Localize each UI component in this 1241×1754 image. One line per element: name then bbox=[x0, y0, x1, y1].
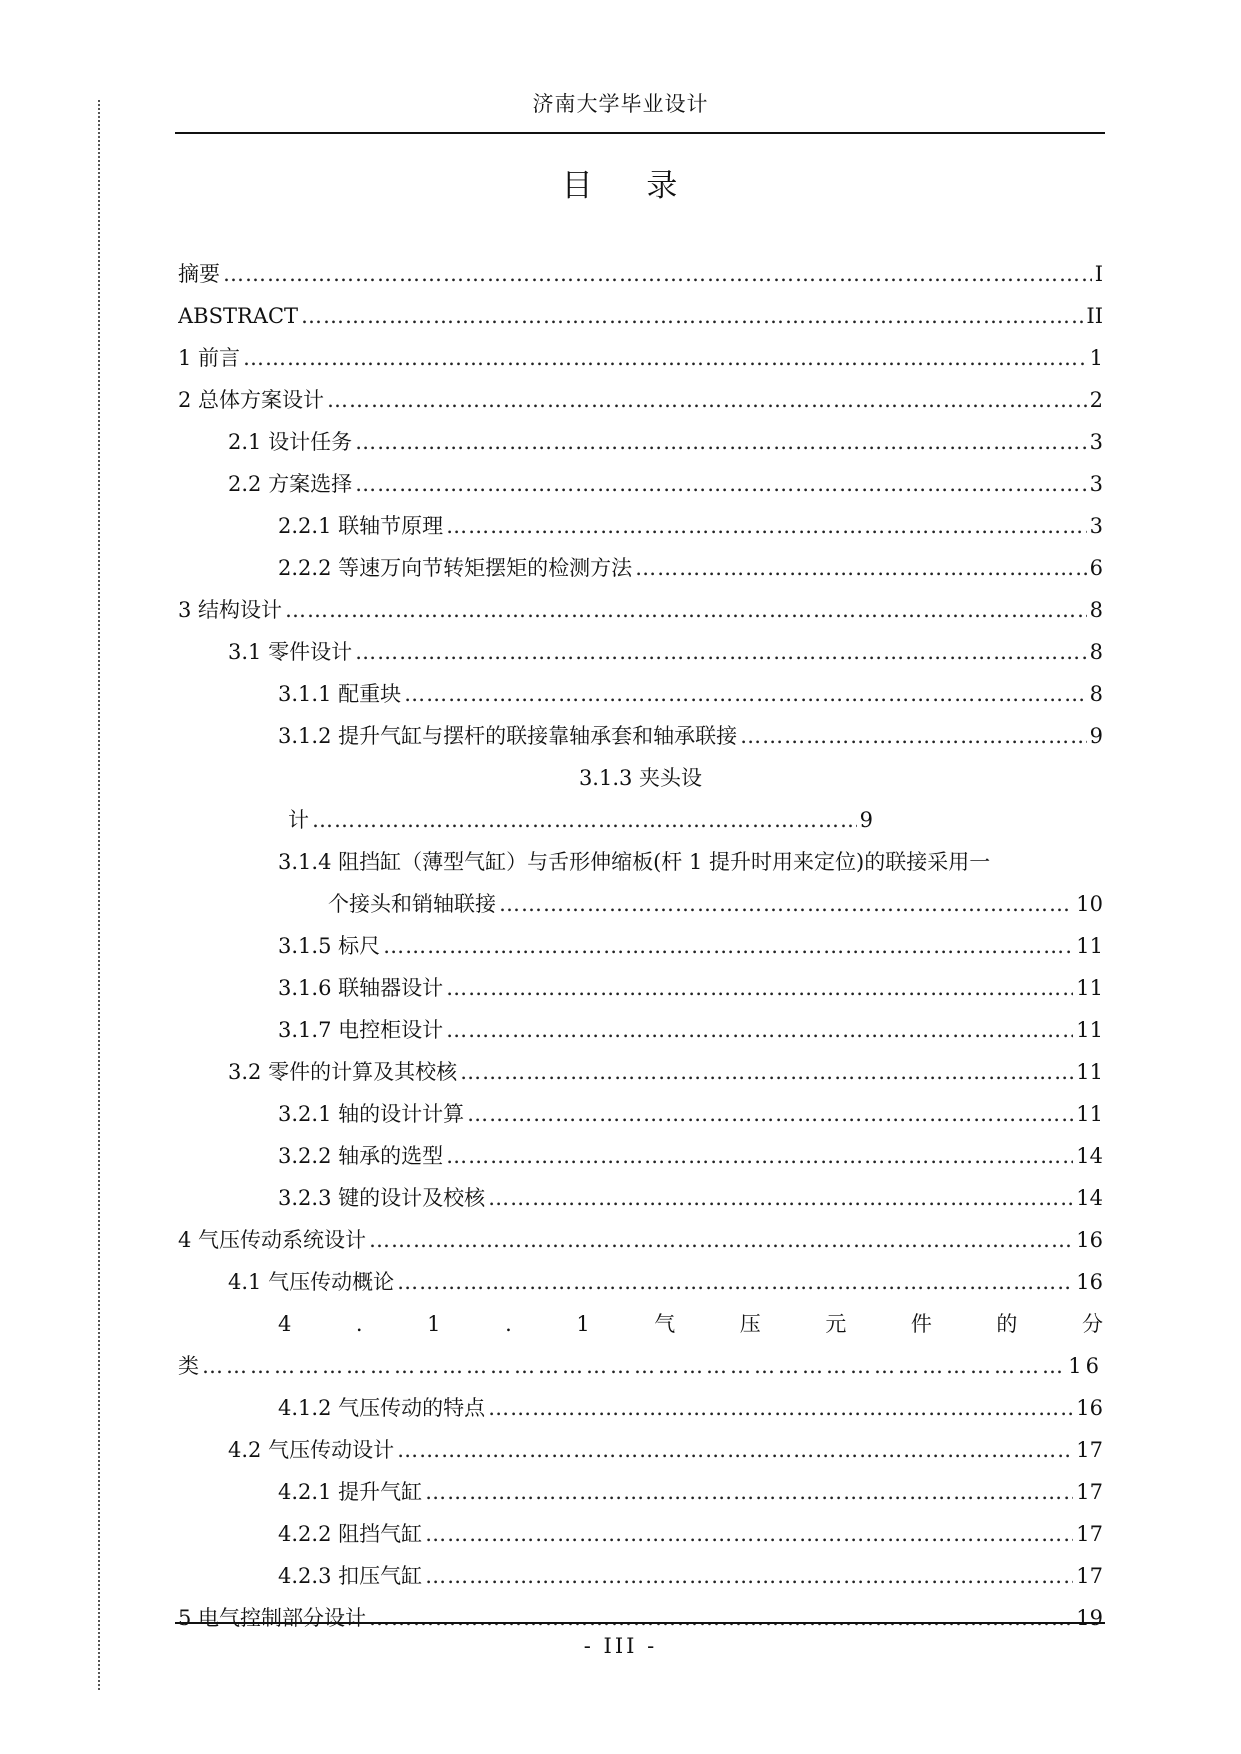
toc-entry-page: 14 bbox=[1076, 1186, 1103, 1210]
toc-entry-label-part: 4 bbox=[278, 1312, 292, 1336]
toc-entry-page: 6 bbox=[1089, 556, 1103, 580]
toc-entry-label-part: 压 bbox=[739, 1312, 761, 1336]
toc-entry-label: 2.2 方案选择 bbox=[228, 472, 353, 496]
binding-dotted-line bbox=[98, 100, 100, 1690]
toc-entry-page: 3 bbox=[1089, 472, 1103, 496]
toc-leader-dots bbox=[301, 295, 1083, 337]
toc-entry-3-1-3[interactable] bbox=[178, 757, 1103, 799]
toc-entry-3-2-1[interactable] bbox=[178, 1093, 1103, 1135]
toc-entry-2-1[interactable] bbox=[178, 421, 1103, 463]
toc-leader-dots bbox=[285, 589, 1087, 631]
toc-entry-page: 16 bbox=[1076, 1228, 1103, 1252]
toc-entry-3-1[interactable] bbox=[178, 631, 1103, 673]
toc-entry-label-part: . bbox=[355, 1312, 363, 1336]
toc-entry-label: ABSTRACT bbox=[178, 304, 299, 328]
toc-entry-3-2[interactable] bbox=[178, 1051, 1103, 1093]
toc-entry-page: 14 bbox=[1076, 1144, 1103, 1168]
toc-entry-page: 17 bbox=[1076, 1438, 1103, 1462]
toc-entry-page: 11 bbox=[1076, 1060, 1103, 1084]
toc-leader-dots bbox=[446, 505, 1087, 547]
toc-entry-label: 3.2.2 轴承的选型 bbox=[278, 1144, 444, 1168]
toc-entry-3-1-5[interactable] bbox=[178, 925, 1103, 967]
toc-entry-label: 4 气压传动系统设计 bbox=[178, 1228, 367, 1252]
toc-entry-4-2-2[interactable] bbox=[178, 1513, 1103, 1555]
toc-entry-2-2-2[interactable] bbox=[178, 547, 1103, 589]
toc-entry-label-part: 1 bbox=[576, 1312, 590, 1336]
toc-entry-label: 2.2.2 等速万向节转矩摆矩的检测方法 bbox=[278, 556, 633, 580]
toc-title: 目 录 bbox=[561, 168, 680, 204]
page-number: - III - bbox=[583, 1634, 658, 1658]
toc-entry-label: 4.2.3 扣压气缸 bbox=[278, 1564, 423, 1588]
toc-leader-dots bbox=[369, 1219, 1073, 1261]
toc-leader-dots bbox=[243, 337, 1087, 379]
toc-entry-page: 8 bbox=[1089, 682, 1103, 706]
toc-leader-dots bbox=[467, 1093, 1073, 1135]
toc-leader-dots bbox=[425, 1555, 1073, 1597]
toc-entry-label: 4.1 气压传动概论 bbox=[228, 1270, 395, 1294]
toc-entry-label: 1 前言 bbox=[178, 346, 241, 370]
toc-entry-page: 16 bbox=[1076, 1396, 1103, 1420]
toc-entry-ch5[interactable] bbox=[178, 1597, 1103, 1639]
toc-entry-label-part: . bbox=[505, 1312, 512, 1336]
toc-entry-4-1-1-cont[interactable] bbox=[178, 1345, 1103, 1387]
footer-rule bbox=[175, 1622, 1105, 1624]
toc-leader-dots bbox=[488, 1177, 1073, 1219]
toc-leader-dots bbox=[425, 1513, 1073, 1555]
toc-entry-3-1-7[interactable] bbox=[178, 1009, 1103, 1051]
toc-entry-label: 摘要 bbox=[178, 262, 220, 286]
toc-entry-page: 9 bbox=[1089, 724, 1103, 748]
toc-entry-page: 17 bbox=[1076, 1522, 1103, 1546]
toc-entry-label: 4.2 气压传动设计 bbox=[228, 1438, 395, 1462]
toc-entry-label-cont: 计 bbox=[288, 808, 309, 832]
toc-entry-label: 2 总体方案设计 bbox=[178, 388, 325, 412]
toc-entry-page: 3 bbox=[1089, 430, 1103, 454]
toc-entry-page: 17 bbox=[1076, 1564, 1103, 1588]
toc-entry-label-part: 分 bbox=[1081, 1312, 1103, 1336]
toc-entry-label: 4.1.2 气压传动的特点 bbox=[278, 1396, 486, 1420]
toc-leader-dots bbox=[383, 925, 1073, 967]
toc-entry-ch4[interactable] bbox=[178, 1219, 1103, 1261]
toc-entry-abstract-en[interactable] bbox=[178, 295, 1103, 337]
toc-entry-3-2-2[interactable] bbox=[178, 1135, 1103, 1177]
toc-entry-label-part: 的 bbox=[996, 1312, 1018, 1336]
toc-entry-label: 3.1.3 夹头设 bbox=[578, 766, 703, 790]
toc-entry-label-part: 气 bbox=[654, 1312, 676, 1336]
toc-entry-label-cont: 类 bbox=[178, 1354, 199, 1378]
toc-entry-page: 10 bbox=[1076, 892, 1103, 916]
toc-entry-4-1[interactable] bbox=[178, 1261, 1103, 1303]
toc-leader-dots bbox=[202, 1345, 1065, 1387]
toc-entry-label: 4.2.1 提升气缸 bbox=[278, 1480, 423, 1504]
toc-entry-page: 16 bbox=[1076, 1270, 1103, 1294]
toc-leader-dots bbox=[369, 1597, 1073, 1639]
toc-entry-label: 3.1.7 电控柜设计 bbox=[278, 1018, 444, 1042]
toc-leader-dots bbox=[397, 1261, 1073, 1303]
toc-leader-dots bbox=[488, 1387, 1073, 1429]
toc-entry-3-1-4-cont[interactable] bbox=[178, 883, 1103, 925]
toc-entry-ch2[interactable] bbox=[178, 379, 1103, 421]
toc-entry-label-cont: 个接头和销轴联接 bbox=[328, 892, 496, 916]
toc-leader-dots bbox=[425, 1471, 1073, 1513]
toc-entry-label-part: 件 bbox=[910, 1312, 932, 1336]
toc-entry-label: 4.2.2 阻挡气缸 bbox=[278, 1522, 423, 1546]
toc-entry-label: 2.2.1 联轴节原理 bbox=[278, 514, 444, 538]
toc-entry-3-1-6[interactable] bbox=[178, 967, 1103, 1009]
toc-entry-ch3[interactable] bbox=[178, 589, 1103, 631]
toc-entry-label: 3.1 零件设计 bbox=[228, 640, 353, 664]
toc-entry-page: 11 bbox=[1076, 1102, 1103, 1126]
toc-entry-4-1-1[interactable] bbox=[178, 1303, 1103, 1345]
toc-entry-4-2-3[interactable] bbox=[178, 1555, 1103, 1597]
toc-entry-label: 3.1.1 配重块 bbox=[278, 682, 402, 706]
toc-entry-label: 3.2.3 键的设计及校核 bbox=[278, 1186, 486, 1210]
toc-entry-page: 16 bbox=[1068, 1354, 1103, 1378]
toc-entry-label: 3.2.1 轴的设计计算 bbox=[278, 1102, 465, 1126]
toc-entry-4-2[interactable] bbox=[178, 1429, 1103, 1471]
toc-leader-dots bbox=[499, 883, 1073, 925]
toc-leader-dots bbox=[460, 1051, 1073, 1093]
toc-leader-dots bbox=[446, 1135, 1073, 1177]
toc-entry-page: 2 bbox=[1089, 388, 1103, 412]
toc-entry-page: 11 bbox=[1076, 1018, 1103, 1042]
toc-entry-label: 3.1.5 标尺 bbox=[278, 934, 381, 958]
toc-entry-page: 17 bbox=[1076, 1480, 1103, 1504]
toc-entry-label: 3.1.4 阻挡缸（薄型气缸）与舌形伸缩板(杆 1 提升时用来定位)的联接采用一 bbox=[278, 850, 991, 874]
toc-entry-3-1-3-cont[interactable] bbox=[178, 799, 1103, 841]
toc-entry-label: 3 结构设计 bbox=[178, 598, 283, 622]
toc-entry-page: 11 bbox=[1076, 934, 1103, 958]
toc-entry-page: 3 bbox=[1089, 514, 1103, 538]
toc-entry-page: I bbox=[1094, 262, 1103, 286]
toc-leader-dots bbox=[404, 673, 1087, 715]
toc-entry-4-2-1[interactable] bbox=[178, 1471, 1103, 1513]
toc-leader-dots bbox=[355, 463, 1087, 505]
toc-entry-3-1-2[interactable] bbox=[178, 715, 1103, 757]
header-rule bbox=[175, 132, 1105, 134]
page-header-title: 济南大学毕业设计 bbox=[532, 92, 709, 116]
toc-entry-label: 5 电气控制部分设计 bbox=[178, 1606, 367, 1630]
toc-entry-ch1[interactable] bbox=[178, 337, 1103, 379]
toc-leader-dots bbox=[446, 1009, 1073, 1051]
toc-entry-label: 3.1.2 提升气缸与摆杆的联接靠轴承套和轴承联接 bbox=[278, 724, 738, 748]
toc-entry-3-2-3[interactable] bbox=[178, 1177, 1103, 1219]
toc-entry-page: II bbox=[1086, 304, 1103, 328]
toc-entry-label-part: 元 bbox=[825, 1312, 847, 1336]
toc-leader-dots bbox=[635, 547, 1087, 589]
toc-entry-4-1-2[interactable] bbox=[178, 1387, 1103, 1429]
toc-entry-page: 11 bbox=[1076, 976, 1103, 1000]
toc-entry-2-2[interactable] bbox=[178, 463, 1103, 505]
table-of-contents bbox=[178, 253, 1103, 1639]
toc-entry-label: 2.1 设计任务 bbox=[228, 430, 353, 454]
toc-entry-page: 1 bbox=[1089, 346, 1103, 370]
toc-entry-3-1-1[interactable] bbox=[178, 673, 1103, 715]
toc-entry-label: 3.1.6 联轴器设计 bbox=[278, 976, 444, 1000]
toc-leader-dots bbox=[312, 799, 857, 841]
toc-leader-dots bbox=[355, 631, 1087, 673]
toc-entry-page: 8 bbox=[1089, 640, 1103, 664]
toc-entry-page: 8 bbox=[1089, 598, 1103, 622]
toc-entry-label: 3.2 零件的计算及其校核 bbox=[228, 1060, 458, 1084]
toc-entry-2-2-1[interactable] bbox=[178, 505, 1103, 547]
toc-leader-dots bbox=[327, 379, 1087, 421]
toc-entry-label-part: 1 bbox=[427, 1312, 441, 1336]
toc-leader-dots bbox=[223, 253, 1092, 295]
toc-entry-page: 9 bbox=[859, 808, 873, 832]
toc-leader-dots bbox=[446, 967, 1073, 1009]
toc-entry-3-1-4[interactable] bbox=[178, 841, 1103, 883]
toc-leader-dots bbox=[355, 421, 1087, 463]
toc-leader-dots bbox=[397, 1429, 1073, 1471]
toc-leader-dots bbox=[740, 715, 1087, 757]
toc-entry-page: 19 bbox=[1076, 1606, 1103, 1630]
toc-entry-abstract-cn[interactable] bbox=[178, 253, 1103, 295]
